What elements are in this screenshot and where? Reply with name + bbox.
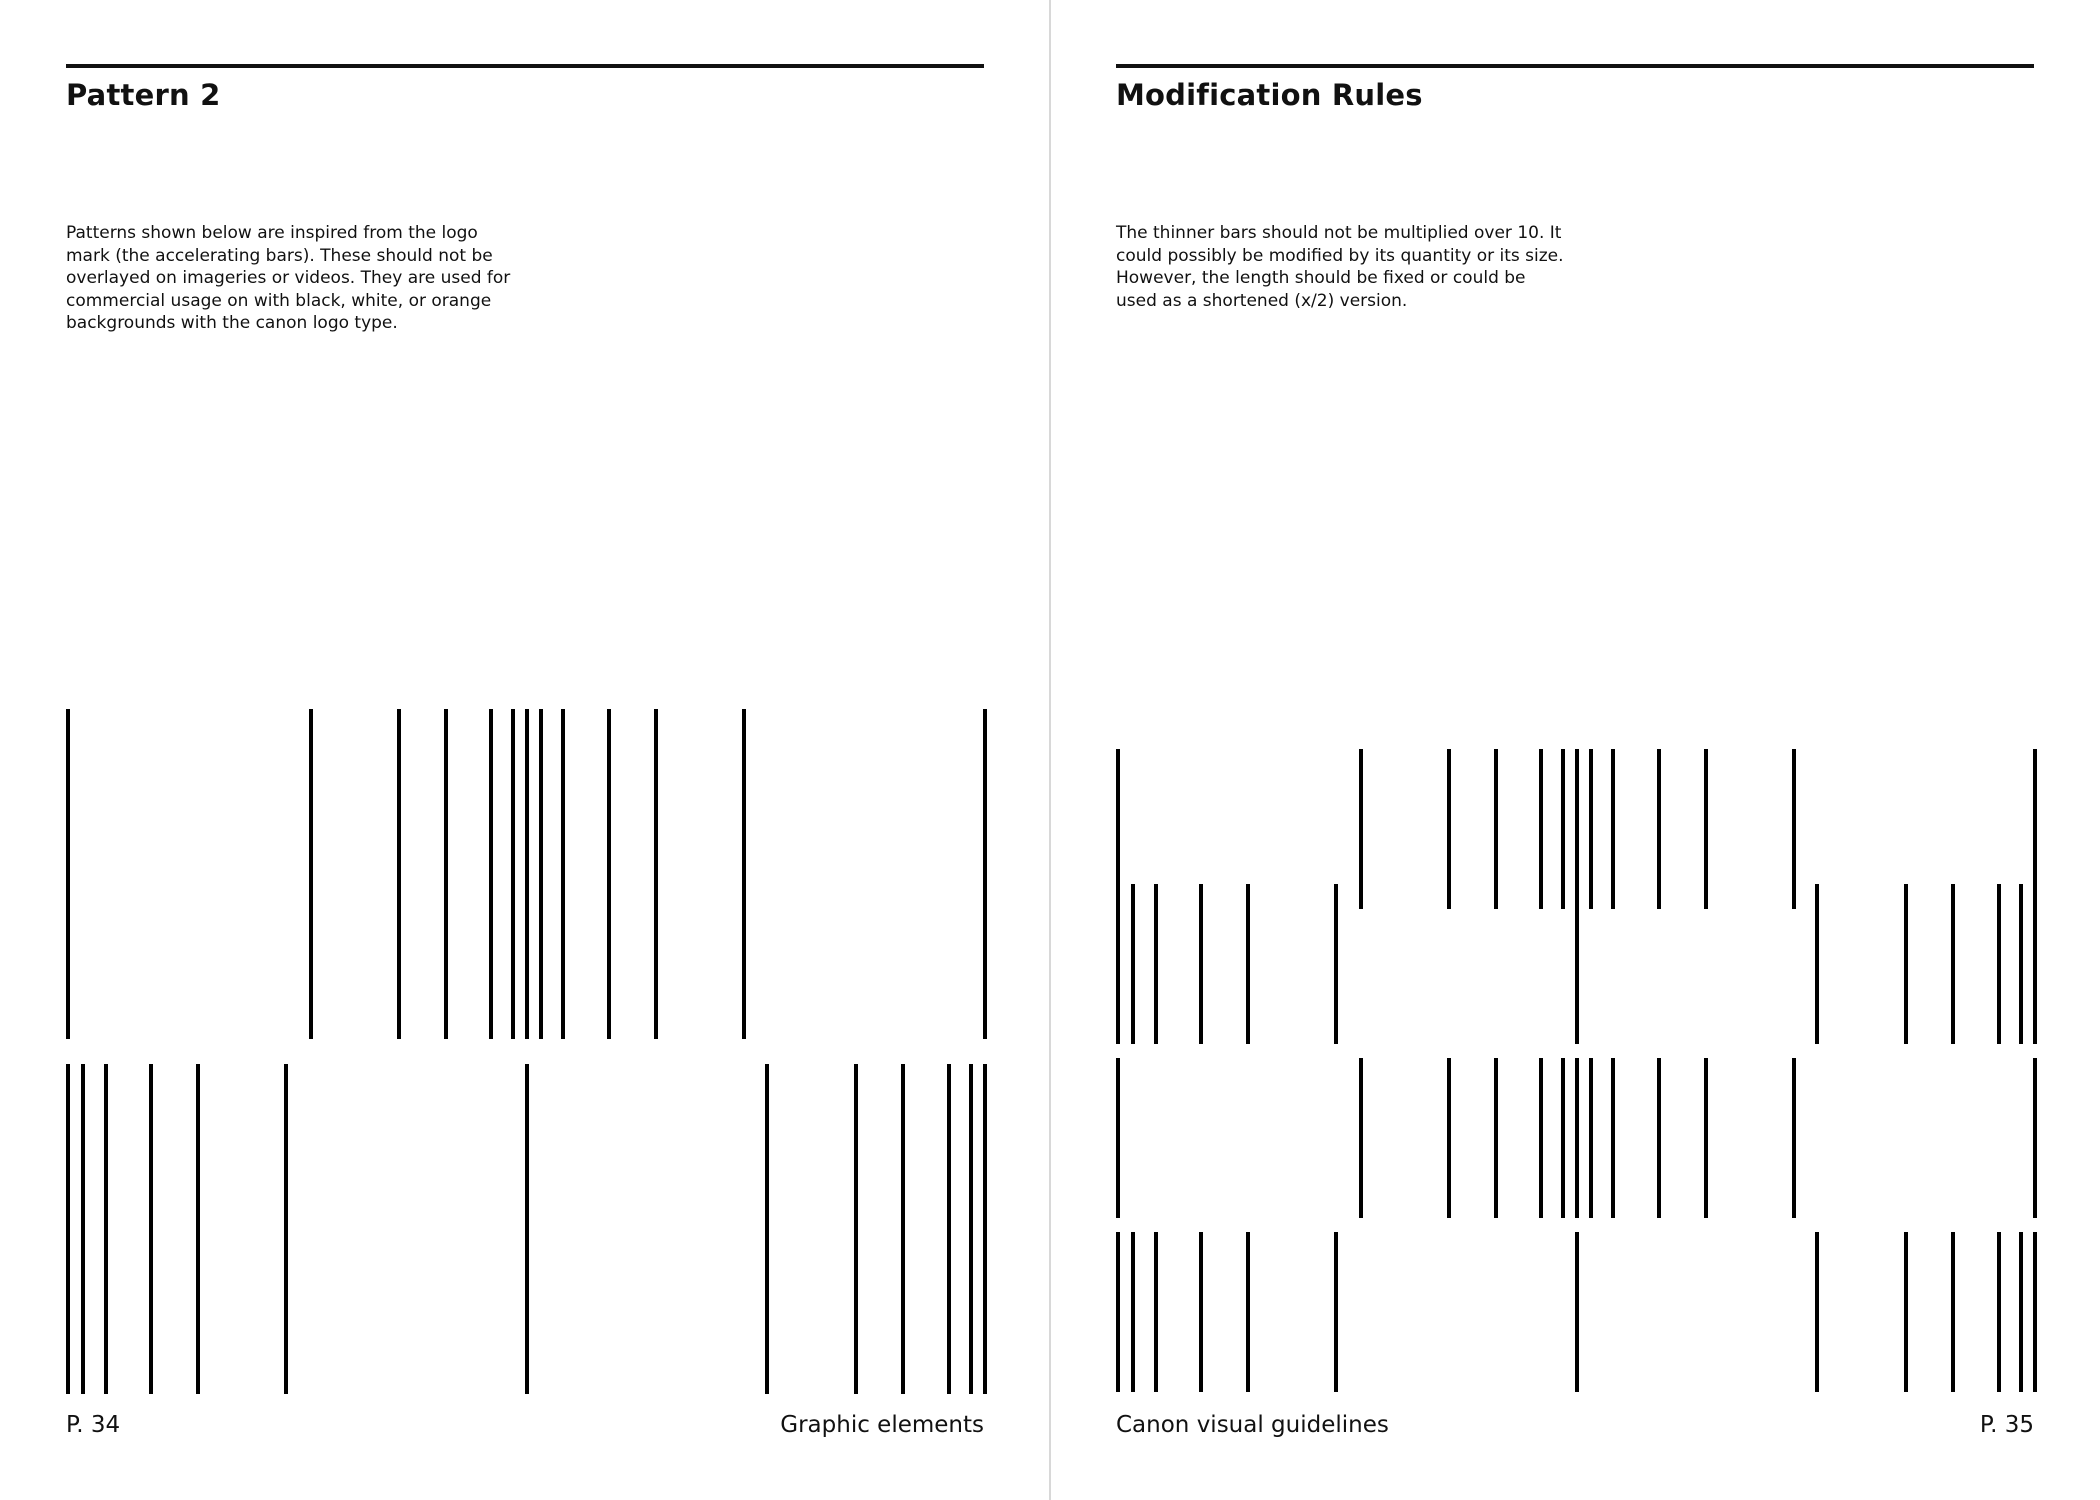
pattern-bar — [901, 1064, 905, 1394]
pattern-bar — [1792, 749, 1796, 909]
pattern-bar — [1704, 1058, 1708, 1218]
pattern-bar — [1575, 1058, 1579, 1218]
pattern-bar — [81, 1064, 85, 1394]
pattern-bar — [1116, 884, 1120, 1044]
bar-pattern-graphic — [1050, 0, 2100, 1500]
pattern-bar — [1951, 884, 1955, 1044]
pattern-bar — [1116, 1232, 1120, 1392]
pattern-bar — [1154, 1232, 1158, 1392]
pattern-bar — [1589, 749, 1593, 909]
pattern-bar — [1447, 749, 1451, 909]
pattern-bar — [1334, 884, 1338, 1044]
page-title: Modification Rules — [1116, 78, 1423, 112]
pattern-bar — [539, 709, 543, 1039]
pattern-bar — [2033, 1058, 2037, 1218]
pattern-bar — [1997, 1232, 2001, 1392]
pattern-bar — [983, 709, 987, 1039]
pattern-bar — [489, 709, 493, 1039]
pattern-bar — [1359, 749, 1363, 909]
pattern-bar — [1704, 749, 1708, 909]
pattern-bar — [2033, 1232, 2037, 1392]
pattern-bar — [1334, 1232, 1338, 1392]
pattern-bar — [284, 1064, 288, 1394]
guide-name: Canon visual guidelines — [1116, 1412, 1389, 1438]
pattern-bar — [1657, 749, 1661, 909]
pattern-bar — [1904, 1232, 1908, 1392]
pattern-bar — [1494, 1058, 1498, 1218]
pattern-bar — [1561, 1058, 1565, 1218]
pattern-bar — [1904, 884, 1908, 1044]
pattern-bar — [1611, 1058, 1615, 1218]
pattern-bar — [525, 709, 529, 1039]
pattern-bar — [1154, 884, 1158, 1044]
body-paragraph: Patterns shown below are inspired from the logo mark (the accelerating bars). These should not be overlayed on imageries or videos. They are used for commercial usage on with black, white, or orange backgrounds with the canon logo type. — [66, 223, 511, 334]
pattern-bar — [1131, 1232, 1135, 1392]
pattern-bar — [2019, 884, 2023, 1044]
page-number: P. 34 — [66, 1412, 121, 1438]
pattern-bar — [765, 1064, 769, 1394]
pattern-bar — [1561, 749, 1565, 909]
pattern-bar — [1246, 1232, 1250, 1392]
pattern-bar — [196, 1064, 200, 1394]
pattern-bar — [1494, 749, 1498, 909]
pattern-bar — [947, 1064, 951, 1394]
pattern-bar — [1611, 749, 1615, 909]
pattern-bar — [654, 709, 658, 1039]
pattern-bar — [561, 709, 565, 1039]
pattern-bar — [742, 709, 746, 1039]
pattern-bar — [1589, 1058, 1593, 1218]
pattern-bar — [1199, 1232, 1203, 1392]
pattern-bar — [1539, 749, 1543, 909]
page-number: P. 35 — [1979, 1412, 2034, 1438]
page-title: Pattern 2 — [66, 78, 221, 112]
pattern-bar — [969, 1064, 973, 1394]
pattern-bar — [1447, 1058, 1451, 1218]
bar-pattern-group — [1116, 749, 2037, 1392]
pattern-bar — [1815, 884, 1819, 1044]
pattern-bar — [1246, 884, 1250, 1044]
page-35 — [1050, 0, 2100, 1500]
pattern-bar — [104, 1064, 108, 1394]
pattern-bar — [1539, 1058, 1543, 1218]
pattern-bar — [1575, 1232, 1579, 1392]
pattern-bar — [66, 1064, 70, 1394]
pattern-bar — [1575, 884, 1579, 1044]
pattern-bar — [2033, 884, 2037, 1044]
pattern-bar — [1199, 884, 1203, 1044]
pattern-bar — [1815, 1232, 1819, 1392]
pattern-bar — [1131, 884, 1135, 1044]
pattern-bar — [1951, 1232, 1955, 1392]
pattern-bar — [444, 709, 448, 1039]
pattern-bar — [66, 709, 70, 1039]
pattern-bar — [511, 709, 515, 1039]
pattern-bar — [397, 709, 401, 1039]
pattern-bar — [1997, 884, 2001, 1044]
pattern-bar — [2019, 1232, 2023, 1392]
pattern-bar — [1792, 1058, 1796, 1218]
pattern-bar — [1116, 1058, 1120, 1218]
pattern-bar — [983, 1064, 987, 1394]
pattern-bar — [1359, 1058, 1363, 1218]
bar-pattern-group — [66, 709, 987, 1394]
section-name: Graphic elements — [780, 1412, 984, 1438]
pattern-bar — [149, 1064, 153, 1394]
pattern-bar — [1657, 1058, 1661, 1218]
pattern-bar — [525, 1064, 529, 1394]
pattern-bar — [309, 709, 313, 1039]
pattern-bar — [607, 709, 611, 1039]
pattern-bar — [854, 1064, 858, 1394]
body-paragraph: The thinner bars should not be multiplied over 10. It could possibly be modified by its quantity or its size. However, the length should be fixed or could be used as a shortened (x/2) version. — [1116, 223, 1564, 311]
